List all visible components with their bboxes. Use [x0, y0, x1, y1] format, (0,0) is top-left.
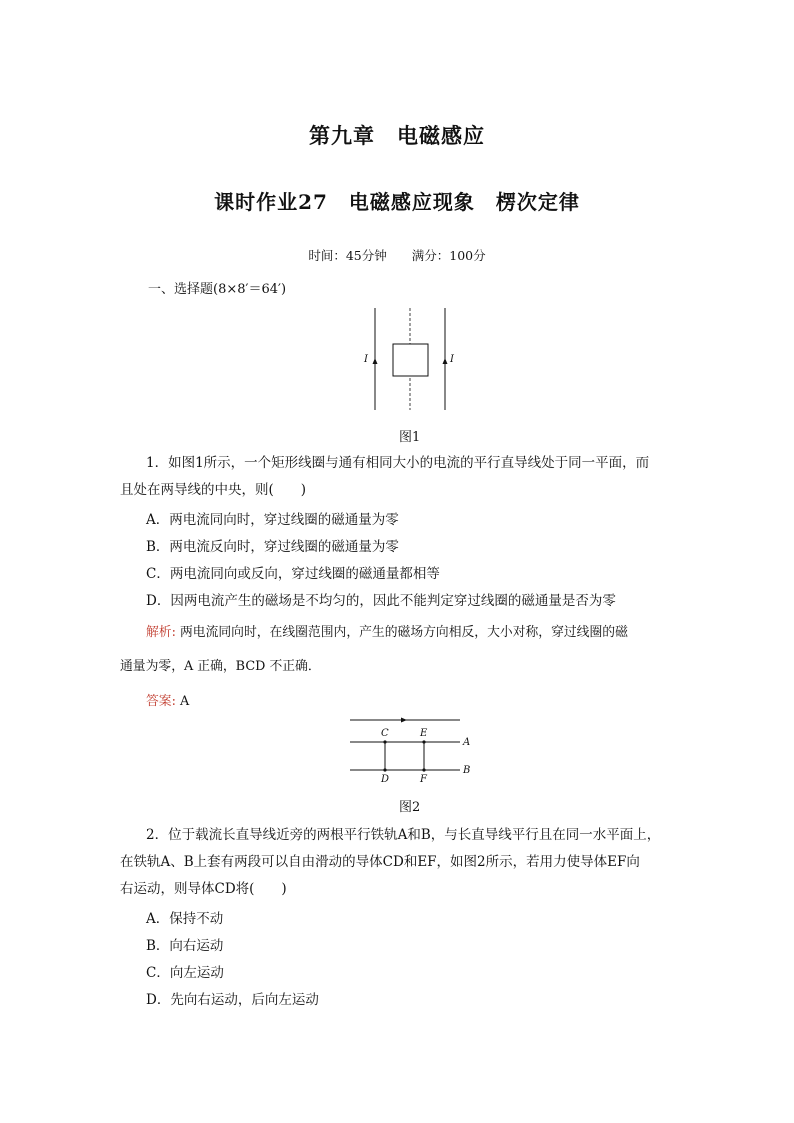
- label-e: E: [420, 728, 428, 739]
- left-current-label: I: [364, 354, 368, 365]
- analysis-label: 解析:: [146, 625, 176, 640]
- wire-current-arrow: [401, 718, 407, 723]
- q1-option-b: B．两电流反向时，穿过线圈的磁通量为零: [146, 539, 399, 555]
- lesson-title: 课时作业27 电磁感应现象 楞次定律: [214, 190, 580, 214]
- label-f: F: [420, 774, 427, 785]
- figure-1-diagram: [355, 306, 465, 412]
- q1-option-c: C．两电流同向或反向，穿过线圈的磁通量都相等: [146, 566, 440, 582]
- time-score-info: 时间：45分钟 满分：100分: [308, 248, 486, 263]
- q2-stem-line-2: 在铁轨A、B上套有两段可以自由滑动的导体CD和EF，如图2所示，若用力使导体EF向: [120, 854, 640, 870]
- q1-analysis-cont: 通量为零，A 正确，BCD 不正确．: [120, 659, 321, 674]
- left-current-arrow: [373, 358, 378, 364]
- answer-label: 答案:: [146, 694, 176, 709]
- section-heading: 一、选择题(8×8′＝64′): [148, 282, 287, 297]
- rectangular-coil: [393, 344, 428, 376]
- right-current-label: I: [450, 354, 454, 365]
- q2-option-d: D．先向右运动，后向左运动: [146, 992, 319, 1008]
- q1-answer: [146, 690, 189, 709]
- q2-stem-line-1: 2．位于载流长直导线近旁的两根平行铁轨A和B，与长直导线平行且在同一水平面上，: [146, 827, 661, 843]
- figure-2-caption: 图2: [399, 800, 421, 815]
- label-d: D: [381, 774, 390, 785]
- label-rail-a: A: [463, 737, 471, 748]
- q2-stem-line-3: 右运动，则导体CD将( ): [120, 881, 287, 897]
- chapter-title: 第九章 电磁感应: [309, 123, 485, 148]
- right-current-arrow: [443, 358, 448, 364]
- q1-option-d: D．因两电流产生的磁场是不均匀的，因此不能判定穿过线圈的磁通量是否为零: [146, 593, 616, 609]
- q1-stem-line-2: 且处在两导线的中央，则( ): [120, 482, 307, 498]
- q2-option-b: B．向右运动: [146, 938, 224, 954]
- figure-1-caption: 图1: [399, 430, 421, 445]
- q2-option-a: A．保持不动: [146, 911, 224, 927]
- figure-2-diagram: [345, 712, 475, 788]
- label-rail-b: B: [463, 765, 471, 776]
- q1-analysis: [146, 621, 628, 640]
- q1-option-a: A．两电流同向时，穿过线圈的磁通量为零: [146, 512, 399, 528]
- q1-stem-line-1: 1．如图1所示，一个矩形线圈与通有相同大小的电流的平行直导线处于同一平面，而: [146, 455, 650, 471]
- analysis-text-1: 两电流同向时，在线圈范围内，产生的磁场方向相反，大小对称，穿过线圈的磁: [175, 625, 628, 640]
- label-c: C: [381, 728, 389, 739]
- q2-option-c: C．向左运动: [146, 965, 224, 981]
- answer-value: A: [175, 694, 190, 709]
